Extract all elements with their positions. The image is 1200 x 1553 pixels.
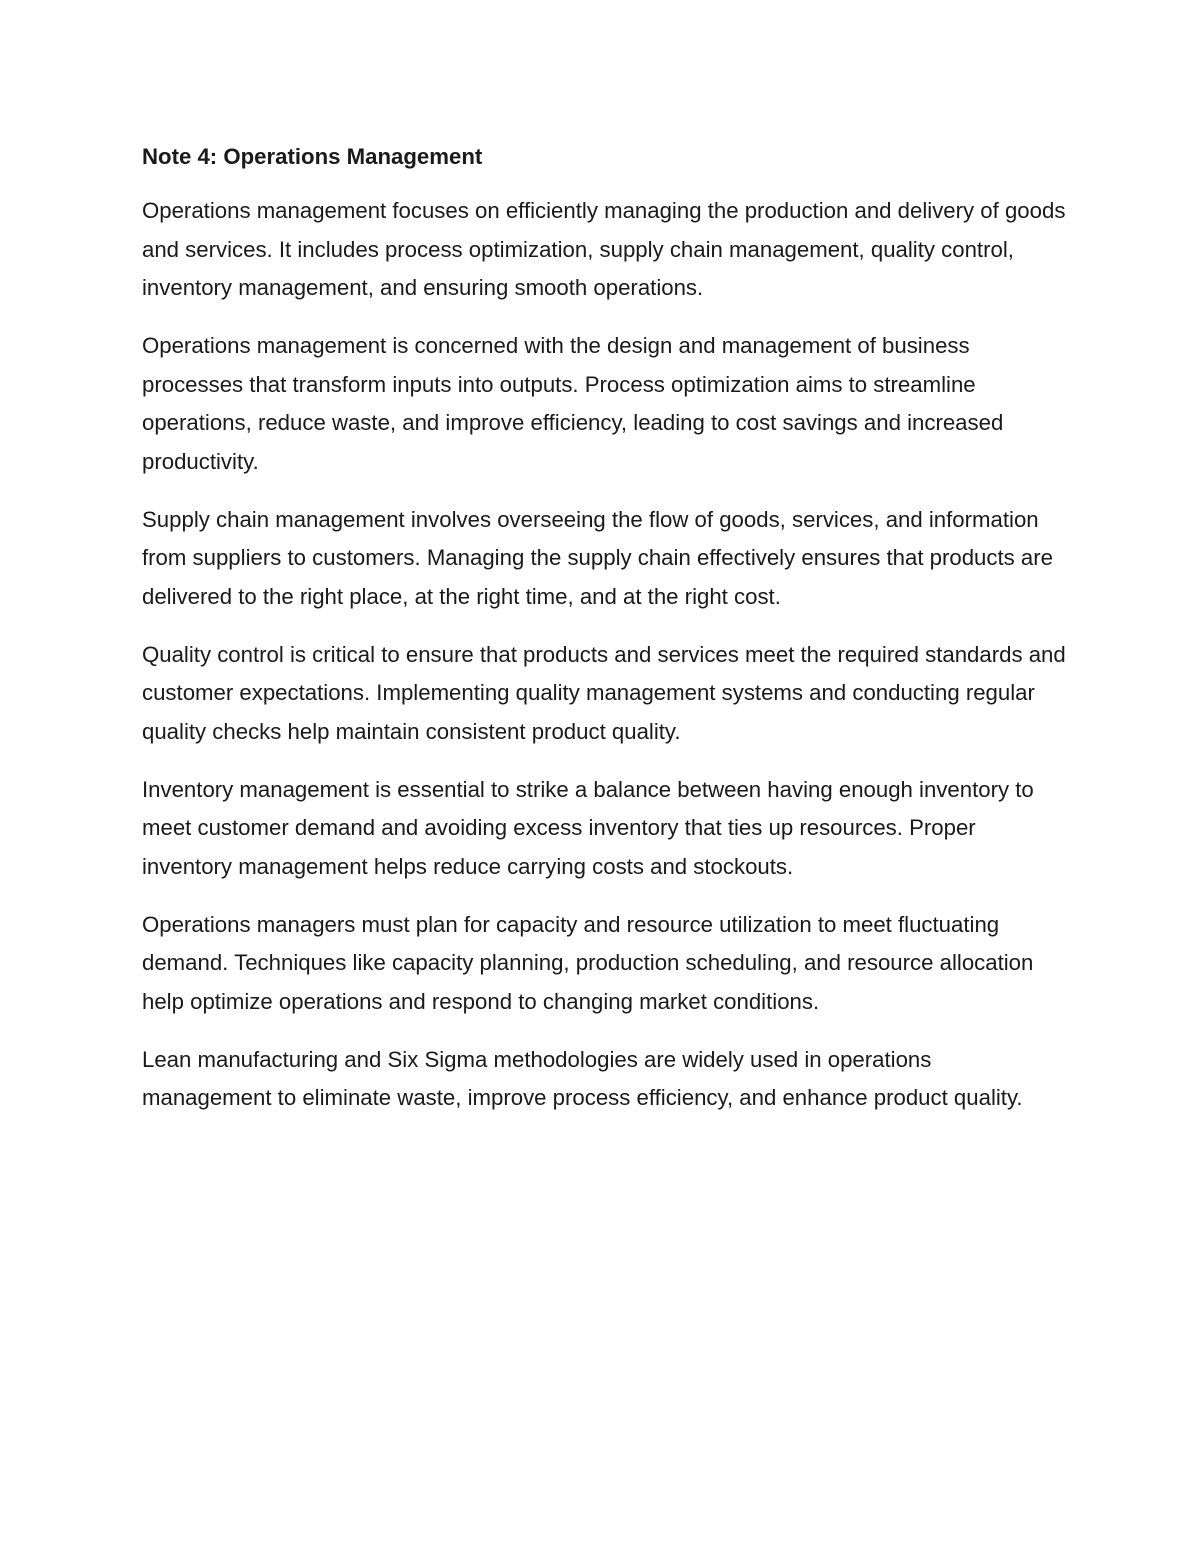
paragraph-quality-control: Quality control is critical to ensure that products and services meet the required standards and customer expectations. Implementing quality management systems and conducting regular quality checks help maintain consistent product quality. <box>142 641 1066 745</box>
paragraph-inventory-management: Inventory management is essential to strike a balance between having enough inventory to meet customer demand and avoiding excess inventory that ties up resources. Proper inventory management helps reduce carrying costs and stockouts. <box>142 776 1034 880</box>
paragraph-capacity-planning: Operations managers must plan for capacity and resource utilization to meet fluctuating demand. Techniques like capacity planning, production scheduling, and resource allocation help optimize operations and respond to changing market conditions. <box>142 911 1034 1015</box>
paragraph-supply-chain: Supply chain management involves overseeing the flow of goods, services, and information from suppliers to customers. Managing the supply chain effectively ensures that products are delivered to the right place, at the right time, and at the right cost. <box>142 506 1053 610</box>
paragraph-process-optimization: Operations management is concerned with the design and management of business processes that transform inputs into outputs. Process optimization aims to streamline operations, reduce waste, and improve efficiency, leading to cost savings and increased productivity. <box>142 332 1004 475</box>
document-body <box>142 138 1067 1137</box>
paragraph-lean-six-sigma: Lean manufacturing and Six Sigma methodologies are widely used in operations management to eliminate waste, improve process efficiency, and enhance product quality. <box>142 1046 1023 1111</box>
document-title: Note 4: Operations Management <box>142 144 483 169</box>
paragraph-overview: Operations management focuses on efficiently managing the production and delivery of goods and services. It includes process optimization, supply chain management, quality control, inventory management, and ensuring smooth operations. <box>142 197 1066 301</box>
